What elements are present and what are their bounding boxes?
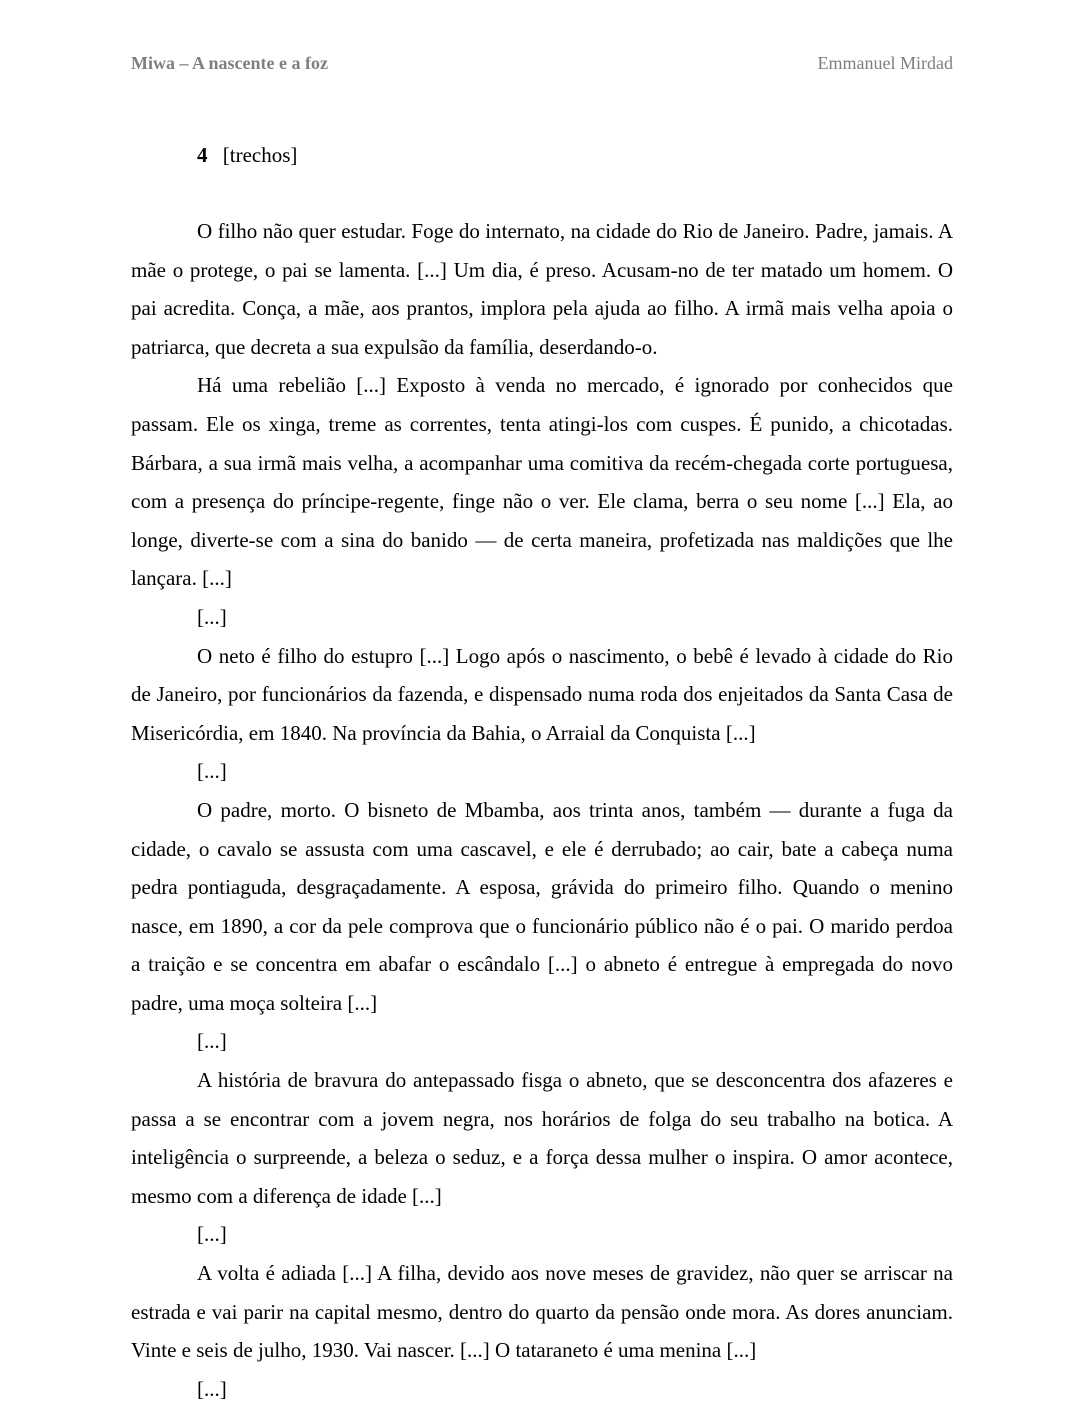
- paragraph: O neto é filho do estupro [...] Logo após o nascimento, o bebê é levado à cidade do Rio de Janeiro, por funcionários da fazenda, e dispensado numa roda dos enjeitados da Santa Casa de Misericórdia, em 1840. Na província da Bahia, o Arraial da Conquista [...]: [131, 643, 953, 745]
- chapter-heading: [197, 142, 297, 168]
- paragraph: O filho não quer estudar. Foge do internato, na cidade do Rio de Janeiro. Padre, jamais. A mãe o protege, o pai se lamenta. [...] Um dia, é preso. Acusam-no de ter matado um homem. O pai acredita. Conça, a mãe, aos prantos, implora pela ajuda ao filho. A irmã mais velha apoia o patriarca, que decreta a sua expulsão da família, deserdando-o.: [131, 219, 953, 359]
- page-header: [131, 53, 953, 77]
- paragraph: Há uma rebelião [...] Exposto à venda no mercado, é ignorado por conhecidos que passam. Ele os xinga, treme as correntes, tenta atingi-los com cuspes. É punido, a chicotadas. Bárbara, a sua irmã mais velha, a acompanhar uma comitiva da recém-chegada corte portuguesa, com a presença do príncipe-regente, finge não o ver. Ele clama, berra o seu nome [...] Ela, ao longe, diverte-se com a sina do banido — de certa maneira, profetizada nas maldições que lhe lançara. [...]: [131, 373, 953, 591]
- chapter-number: 4: [197, 143, 208, 167]
- chapter-subtitle: [trechos]: [222, 143, 298, 167]
- ellipsis-break: [...]: [197, 1222, 227, 1247]
- body-text: [131, 212, 953, 1408]
- header-book-title: Miwa – A nascente e a foz: [131, 53, 328, 73]
- paragraph: O padre, morto. O bisneto de Mbamba, aos trinta anos, também — durante a fuga da cidade, o cavalo se assusta com uma cascavel, e ele é derrubado; ao cair, bate a cabeça numa pedra pontiaguda, desgraçadamente. A esposa, grávida do primeiro filho. Quando o menino nasce, em 1890, a cor da pele comprova que o funcionário público não é o pai. O marido perdoa a traição e se concentra em abafar o escândalo [...] o abneto é entregue à empregada do novo padre, uma moça solteira [...]: [131, 797, 953, 1015]
- header-author: Emmanuel Mirdad: [817, 53, 953, 73]
- ellipsis-break: [...]: [197, 1029, 227, 1054]
- paragraph: A volta é adiada [...] A filha, devido aos nove meses de gravidez, não quer se arriscar na estrada e vai parir na capital mesmo, dentro do quarto da pensão onde mora. As dores anunciam. Vinte e seis de julho, 1930. Vai nascer. [...] O tataraneto é uma menina [...]: [131, 1261, 953, 1363]
- ellipsis-break: [...]: [197, 1376, 227, 1401]
- ellipsis-break: [...]: [197, 604, 227, 629]
- ellipsis-break: [...]: [197, 759, 227, 784]
- paragraph: A história de bravura do antepassado fisga o abneto, que se desconcentra dos afazeres e passa a se encontrar com a jovem negra, nos horários de folga do seu trabalho na botica. A inteligência o surpreende, a beleza o seduz, e a força dessa mulher o inspira. O amor acontece, mesmo com a diferença de idade [...]: [131, 1068, 953, 1208]
